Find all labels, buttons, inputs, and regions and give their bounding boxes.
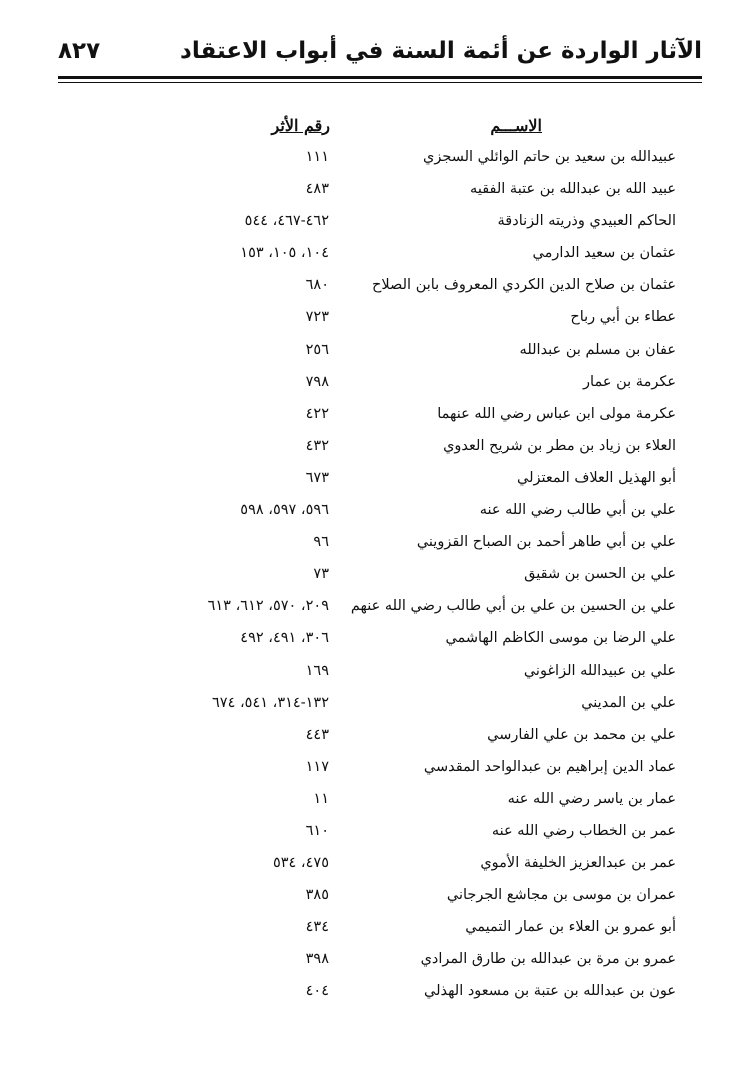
person-name: أبو الهذيل العلاف المعتزلي	[517, 469, 676, 486]
reference-numbers: ٦١٠	[305, 822, 329, 839]
list-item	[0, 756, 745, 788]
person-name: علي بن أبي طالب رضي الله عنه	[479, 502, 676, 519]
person-name: عمرو بن مرة بن عبدالله بن طارق المرادي	[420, 951, 676, 968]
reference-numbers: ١٣٢-٣١٤، ٥٤١، ٦٧٤	[212, 694, 329, 711]
list-item	[0, 692, 745, 724]
header-rule	[58, 76, 702, 79]
reference-numbers: ٣٨٥	[305, 887, 329, 904]
person-name: عثمان بن سعيد الدارمي	[532, 245, 676, 262]
list-item	[0, 820, 745, 852]
reference-numbers: ٤٣٢	[305, 437, 329, 454]
person-name: عكرمة بن عمار	[583, 373, 676, 390]
reference-numbers: ١١١	[305, 149, 329, 165]
person-name: عكرمة مولى ابن عباس رضي الله عنهما	[437, 405, 676, 422]
column-header-name: الاســـم	[490, 116, 542, 135]
person-name: علي بن عبيدالله الزاغوني	[523, 662, 676, 679]
list-item	[0, 884, 745, 916]
reference-numbers: ٤٠٤	[305, 983, 329, 1000]
reference-numbers: ١٠٤، ١٠٥، ١٥٣	[240, 245, 329, 262]
list-item	[0, 724, 745, 756]
index-list	[0, 146, 745, 1013]
reference-numbers: ٣٩٨	[305, 951, 329, 968]
person-name: أبو عمرو بن العلاء بن عمار التميمي	[465, 919, 676, 936]
list-item	[0, 371, 745, 403]
person-name: عمار بن ياسر رضي الله عنه	[507, 790, 676, 807]
header-rule-thin	[58, 82, 702, 83]
list-item	[0, 531, 745, 563]
reference-numbers: ٦٨٠	[305, 277, 329, 294]
reference-numbers: ٤٦٢-٤٦٧، ٥٤٤	[244, 213, 329, 230]
person-name: علي بن محمد بن علي الفارسي	[487, 726, 676, 743]
reference-numbers: ٢٥٦	[305, 341, 329, 358]
person-name: عبيد الله بن عبدالله بن عتبة الفقيه	[470, 181, 676, 198]
person-name: عمر بن عبدالعزيز الخليفة الأموي	[480, 855, 676, 872]
list-item	[0, 916, 745, 948]
person-name: عطاء بن أبي رباح	[570, 309, 676, 326]
person-name: عفان بن مسلم بن عبدالله	[519, 341, 676, 358]
list-item	[0, 146, 745, 178]
list-item	[0, 274, 745, 306]
person-name: علي بن الحسن بن شقيق	[524, 566, 676, 583]
list-item	[0, 178, 745, 210]
reference-numbers: ٤٣٤	[305, 919, 329, 936]
person-name: علي بن أبي طاهر أحمد بن الصباح القزويني	[416, 534, 676, 551]
column-header-ref: رقم الأثر	[271, 116, 330, 135]
person-name: علي بن الحسين بن علي بن أبي طالب رضي الله عنهم	[350, 598, 676, 615]
list-item	[0, 339, 745, 371]
reference-numbers: ٩٦	[313, 534, 329, 551]
list-item	[0, 595, 745, 627]
list-item	[0, 563, 745, 595]
list-item	[0, 467, 745, 499]
list-item	[0, 306, 745, 338]
person-name: عثمان بن صلاح الدين الكردي المعروف بابن الصلاح	[372, 277, 676, 294]
reference-numbers: ١١٧	[305, 758, 329, 775]
list-item	[0, 660, 745, 692]
person-name: عمران بن موسى بن مجاشع الجرجاني	[446, 887, 676, 904]
list-item	[0, 788, 745, 820]
reference-numbers: ٧٢٣	[305, 309, 329, 326]
reference-numbers: ٤٨٣	[305, 181, 329, 198]
list-item	[0, 499, 745, 531]
page-header	[58, 34, 702, 74]
list-item	[0, 242, 745, 274]
page-number: ٨٢٧	[58, 38, 101, 64]
person-name: العلاء بن زياد بن مطر بن شريح العدوي	[443, 437, 676, 454]
reference-numbers: ١٦٩	[305, 662, 329, 679]
reference-numbers: ٣٠٦، ٤٩١، ٤٩٢	[240, 630, 329, 647]
reference-numbers: ٥٩٦، ٥٩٧، ٥٩٨	[240, 502, 329, 519]
list-item	[0, 980, 745, 1012]
list-item	[0, 403, 745, 435]
person-name: علي الرضا بن موسى الكاظم الهاشمي	[445, 630, 676, 647]
person-name: عمر بن الخطاب رضي الله عنه	[491, 822, 676, 839]
person-name: عبيدالله بن سعيد بن حاتم الوائلي السجزي	[422, 149, 676, 165]
list-item	[0, 852, 745, 884]
person-name: عماد الدين إبراهيم بن عبدالواحد المقدسي	[423, 758, 676, 775]
reference-numbers: ٤٤٣	[305, 726, 329, 743]
reference-numbers: ١١	[313, 790, 329, 807]
reference-numbers: ٧٣	[313, 566, 329, 583]
person-name: علي بن المديني	[581, 694, 676, 711]
reference-numbers: ٧٩٨	[305, 373, 329, 390]
list-item	[0, 435, 745, 467]
person-name: عون بن عبدالله بن عتبة بن مسعود الهذلي	[423, 983, 676, 1000]
reference-numbers: ٤٢٢	[305, 405, 329, 422]
list-item	[0, 627, 745, 659]
reference-numbers: ٦٧٣	[305, 469, 329, 486]
reference-numbers: ٢٠٩، ٥٧٠، ٦١٢، ٦١٣	[207, 598, 329, 615]
person-name: الحاكم العبيدي وذريته الزنادقة	[497, 213, 676, 230]
list-item	[0, 948, 745, 980]
list-item	[0, 210, 745, 242]
reference-numbers: ٤٧٥، ٥٣٤	[272, 855, 329, 872]
page-title: الآثار الواردة عن أئمة السنة في أبواب الاعتقاد	[180, 38, 702, 64]
